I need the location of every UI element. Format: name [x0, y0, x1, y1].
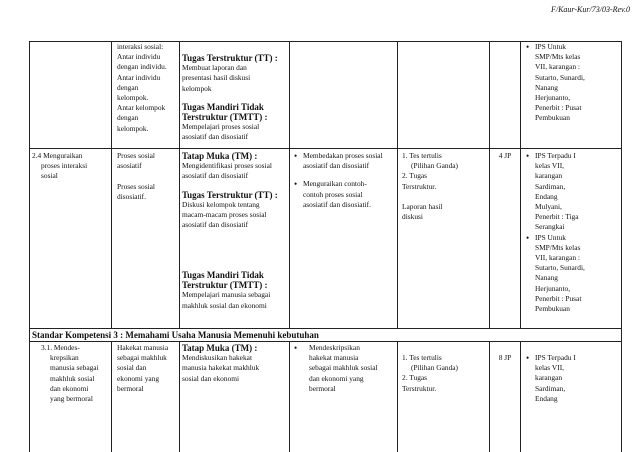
sumber-line: Penerbit : Pusat — [535, 103, 582, 113]
kd-line: 3.1. Mendes- — [41, 343, 80, 352]
materi-line: dengan — [117, 113, 139, 123]
materi-cell — [117, 151, 177, 202]
column-divider — [111, 341, 112, 452]
sumber-cell — [524, 353, 620, 404]
materi-line: bermoral — [117, 383, 144, 393]
sumber-line: Sardiman, — [535, 181, 566, 191]
tmtt-title: Terstruktur (TMTT) : — [182, 112, 268, 123]
indikator-line: bermoral — [309, 383, 336, 393]
indikator-cell — [292, 151, 396, 210]
materi-line: Antar kelompok — [117, 103, 166, 113]
materi-line: disosiatif. — [117, 191, 146, 201]
column-divider — [520, 341, 521, 452]
kd-cell — [32, 343, 110, 404]
penilaian-line: Terstruktur. — [402, 383, 437, 393]
sumber-line: Sutarto, Sunardi, — [535, 263, 585, 273]
tmtt-text-line: makhluk sosial dan ekonomi — [182, 300, 267, 310]
kd-line: manusia sebagai — [50, 363, 99, 373]
tmtt-text-line: asosiatif dan disosiatif — [182, 132, 249, 142]
sumber-item — [524, 233, 620, 315]
penilaian-line: 1. Tes tertulis — [402, 151, 442, 160]
tt-text-line: Diskusi kelompok tentang — [182, 199, 260, 209]
column-divider — [397, 41, 398, 328]
sumber-line: Endang — [535, 191, 558, 201]
sumber-line: Sutarto, Sunardi, — [535, 72, 585, 82]
column-divider — [289, 41, 290, 328]
sumber-line: • IPS Terpadu I — [535, 353, 576, 362]
sumber-line: SMP/Mts kelas — [535, 52, 581, 62]
materi-line: kelompok. — [117, 123, 149, 133]
tm-text-line: asosiatif dan disosiatif — [182, 171, 249, 181]
materi-line: Proses sosial — [117, 151, 155, 160]
kd-line: yang bermoral — [50, 394, 93, 404]
indikator-line: • Mendeskripsikan — [309, 343, 360, 352]
kegiatan-cell — [182, 151, 288, 230]
kd-cell — [32, 151, 110, 182]
penilaian-line: Laporan hasil — [402, 202, 443, 212]
column-divider — [489, 41, 490, 328]
sumber-line: Herjunanto, — [535, 283, 571, 293]
indikator-line: sebagai makhluk sosial — [309, 363, 378, 373]
sumber-line: Sardiman, — [535, 383, 566, 393]
indikator-line: • Membedakan proses sosial — [303, 151, 383, 160]
penilaian-cell — [402, 353, 488, 394]
materi-line: ekonomi yang — [117, 373, 160, 383]
sumber-line: Nanang — [535, 82, 558, 92]
kd-line: krepsikan — [50, 353, 79, 363]
penilaian-line: 2. Tugas — [402, 373, 428, 383]
indikator-line: • Menguraikan contoh- — [303, 179, 367, 189]
tt-text-line: kelompok — [182, 83, 212, 93]
tt-text-line: macam-macam proses sosial — [182, 210, 267, 220]
tmtt-title: Tugas Mandiri Tidak — [182, 270, 264, 280]
materi-cell — [117, 42, 177, 134]
sumber-line: • IPS Untuk — [535, 232, 567, 242]
sumber-line: Serangkai — [535, 222, 565, 232]
materi-line: Antar individu — [117, 52, 161, 62]
tt-text-line: asosiatif dan disosiatif — [182, 220, 249, 230]
kd-line: proses interaksi — [41, 161, 88, 171]
materi-cell — [117, 343, 179, 394]
materi-line: dengan individu. — [117, 62, 167, 72]
sumber-line: Herjunanto, — [535, 93, 571, 103]
waktu-value: 4 JP — [498, 151, 512, 160]
sumber-line: • IPS Untuk — [535, 42, 567, 51]
tm-title: Tatap Muka (TM) : — [182, 343, 258, 353]
materi-line: Hakekat manusia — [117, 343, 169, 352]
indikator-line: hakekat manusia — [309, 353, 359, 363]
sumber-line: VII, karangan : — [535, 253, 580, 263]
tt-title: Tugas Terstruktur (TT) : — [182, 53, 278, 63]
indikator-item — [292, 343, 396, 394]
penilaian-line — [402, 192, 488, 202]
form-code: F/Kaur-Kur/73/03-Rev.0 — [550, 5, 630, 14]
materi-line: sebagai makhluk — [117, 353, 167, 363]
column-divider — [289, 341, 290, 452]
tt-text-line: Membuat laporan dan — [182, 63, 247, 73]
column-divider — [520, 41, 521, 328]
row-divider — [29, 341, 622, 342]
penilaian-line: diskusi — [402, 212, 423, 222]
row-divider — [29, 148, 622, 149]
materi-line: sosial dan — [117, 363, 147, 373]
tm-text-line: manusia hakekat makhluk — [182, 363, 260, 373]
penilaian-line: 1. Tes tertulis — [402, 353, 442, 362]
tt-text-line: presentasi hasil diskusi — [182, 73, 251, 83]
standar-kompetensi-heading: Standar Kompetensi 3 : Memahami Usaha Manusia Memenuhi kebutuhan — [32, 330, 319, 340]
sumber-line: Penerbit : Tiga — [535, 212, 579, 222]
sumber-line: Endang — [535, 393, 558, 403]
table-right-border — [621, 41, 622, 452]
column-divider — [489, 341, 490, 452]
kegiatan-cell — [182, 343, 288, 384]
tm-text-line: sosial dan ekonomi — [182, 373, 240, 383]
sumber-line: Penerbit : Pusat — [535, 293, 582, 303]
kd-line: 2.4 Menguraikan — [32, 151, 83, 160]
materi-line: kelompok. — [117, 93, 149, 103]
sumber-line: kelas VII, — [535, 161, 565, 171]
penilaian-line: Terstruktur. — [402, 181, 437, 191]
kegiatan-cell — [182, 53, 288, 143]
column-divider — [397, 341, 398, 452]
sumber-line: Pembukuan — [535, 304, 570, 314]
penilaian-cell — [402, 151, 488, 222]
table-left-border — [29, 41, 30, 452]
tmtt-text-line: Mempelajari manusia sebagai — [182, 290, 271, 300]
tm-text-line: Mengidentifikasi proses sosial — [182, 161, 272, 171]
sumber-item — [524, 353, 620, 404]
tm-text-line: Mendiskusikan hakekat — [182, 353, 252, 363]
tt-title: Tugas Terstruktur (TT) : — [182, 189, 278, 200]
sumber-line: kelas VII, — [535, 363, 565, 373]
penilaian-line: (Pilihan Ganda) — [411, 161, 458, 171]
tm-title: Tatap Muka (TM) : — [182, 151, 258, 161]
sumber-cell — [524, 151, 620, 314]
column-divider — [111, 41, 112, 328]
syllabus-table — [29, 41, 622, 452]
materi-line: Proses sosial — [117, 181, 155, 191]
tmtt-text-line: Mempelajari proses sosial — [182, 122, 260, 132]
kegiatan-tmtt-block — [182, 270, 288, 311]
sumber-cell — [524, 42, 620, 124]
materi-line: asosiatif — [117, 161, 142, 171]
indikator-cell — [292, 343, 396, 394]
kd-line: makhluk sosial — [50, 373, 95, 383]
tmtt-title: Tugas Mandiri Tidak — [182, 101, 264, 112]
indikator-line: contoh proses sosial — [303, 189, 363, 199]
materi-line: interaksi sosial: — [117, 42, 164, 51]
sumber-item — [524, 42, 620, 124]
penilaian-line: 2. Tugas — [402, 171, 428, 181]
indikator-line: asosiatif dan disosiatif — [303, 161, 370, 171]
sumber-line: karangan — [535, 373, 563, 383]
sumber-line: Nanang — [535, 273, 558, 283]
sumber-line: Mulyani, — [535, 202, 562, 212]
materi-line: dengan — [117, 82, 139, 92]
sumber-item — [524, 151, 620, 233]
kd-line: sosial — [41, 171, 58, 181]
waktu-value: 8 JP — [498, 353, 512, 362]
indikator-item — [292, 179, 396, 210]
sumber-line: Pembukuan — [535, 113, 570, 123]
waktu-cell — [491, 353, 519, 363]
materi-line: Antar individu — [117, 72, 161, 82]
sumber-line: • IPS Terpadu I — [535, 151, 576, 160]
tmtt-title: Terstruktur (TMTT) : — [182, 280, 268, 291]
column-divider — [179, 41, 180, 328]
waktu-cell — [491, 151, 519, 161]
penilaian-line: (Pilihan Ganda) — [411, 363, 458, 373]
row-divider — [29, 328, 622, 329]
sumber-line: VII, karangan : — [535, 62, 580, 72]
indikator-item — [292, 151, 396, 171]
materi-line — [117, 171, 177, 181]
sumber-line: SMP/Mts kelas — [535, 242, 581, 252]
kd-line: dan ekonomi — [50, 383, 89, 393]
sumber-line: karangan — [535, 171, 563, 181]
column-divider — [179, 341, 180, 452]
indikator-line: dan ekonomi yang — [309, 373, 364, 383]
indikator-line: asosiatif dan disosiatif. — [303, 199, 371, 209]
